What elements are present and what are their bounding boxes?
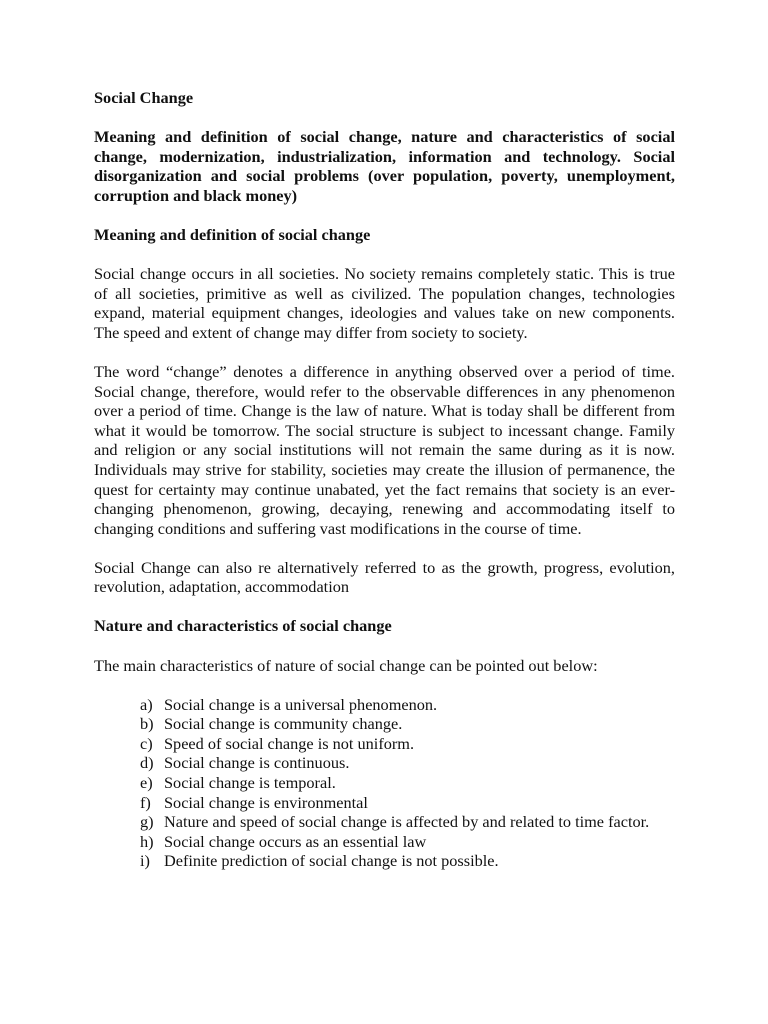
document-title: Social Change [94, 88, 194, 107]
list-item [140, 793, 675, 813]
paragraph: Social Change can also re alternatively referred to as the growth, progress, evolution, revolution, adaptation, accommodation [94, 557, 675, 597]
topics-summary: Meaning and definition of social change, nature and characteristics of social change, modernization, industrialization, information and technology. Social disorganization and social problems (over population, poverty, unemployment, corruption and black money) [94, 127, 675, 205]
list-intro: The main characteristics of nature of social change can be pointed out below: [94, 655, 598, 675]
paragraph: The word “change” denotes a difference in anything observed over a period of time. Social change, therefore, would refer to the observable differences in any phenomenon over a period of time. Change is the law of nature. What is today shall be different from what it would be tomorrow. The social structure is subject to incessant change. Family and religion or any social institutions will not remain the same during as it is now. Individuals may strive for stability, societies may create the illusion of permanence, the quest for certainty may continue unabated, yet the fact remains that society is an ever-changing phenomenon, growing, decaying, renewing and accommodating itself to changing conditions and suffering vast modifications in the course of time. [94, 361, 675, 538]
paragraph: Social change occurs in all societies. No society remains completely static. This is true of all societies, primitive as well as civilized. The population changes, technologies expand, material equipment changes, ideologies and values take on new components. The speed and extent of change may differ from society to society. [94, 264, 675, 342]
list-marker: b) [140, 714, 154, 734]
list-marker: d) [140, 753, 154, 773]
list-item [140, 714, 675, 734]
list-item-text: Social change is community change. [164, 714, 403, 734]
list-marker: f) [140, 792, 151, 812]
list-item [140, 734, 675, 754]
list-marker: g) [140, 812, 154, 832]
section-heading-meaning: Meaning and definition of social change [94, 224, 371, 244]
list-item-text: Social change is continuous. [164, 753, 350, 773]
list-item-text: Social change is temporal. [164, 773, 336, 793]
list-item-text: Social change occurs as an essential law [164, 831, 427, 851]
list-item [140, 753, 675, 773]
list-item [140, 812, 675, 832]
list-item-text: Social change is a universal phenomenon. [164, 694, 438, 714]
list-item-text: Speed of social change is not uniform. [164, 733, 415, 753]
list-item [140, 695, 675, 715]
list-item [140, 773, 675, 793]
list-item-text: Nature and speed of social change is affected by and related to time factor. [164, 812, 650, 832]
section-heading-nature: Nature and characteristics of social change [94, 616, 392, 636]
list-item-text: Social change is environmental [164, 792, 368, 812]
list-item [140, 851, 675, 871]
list-marker: c) [140, 733, 153, 753]
list-marker: i) [140, 851, 150, 871]
list-item-text: Definite prediction of social change is not possible. [164, 851, 499, 871]
list-item [140, 832, 675, 852]
characteristics-list [94, 695, 675, 871]
list-marker: e) [140, 773, 153, 793]
list-marker: a) [140, 694, 153, 714]
list-marker: h) [140, 831, 154, 851]
document-page [94, 88, 675, 871]
